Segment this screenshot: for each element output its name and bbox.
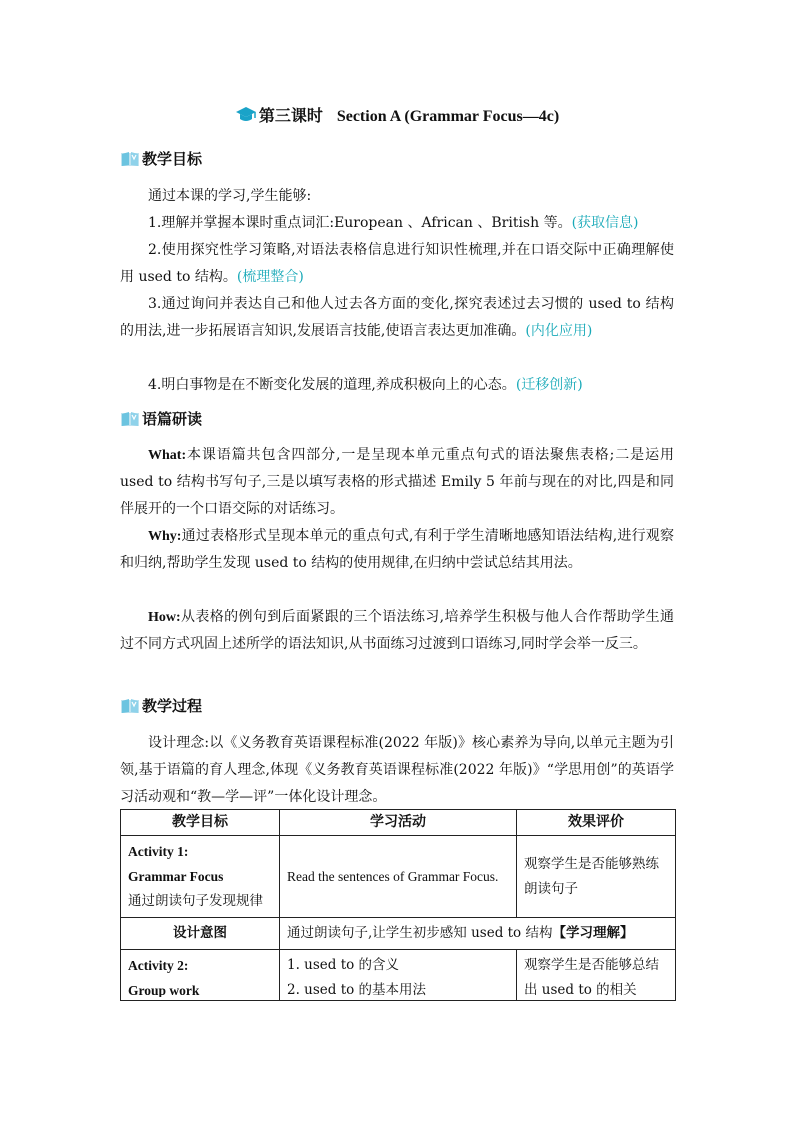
header-goal: 教学目标 — [121, 810, 280, 836]
book-icon — [120, 697, 140, 721]
book-icon — [120, 150, 140, 174]
table-row — [121, 950, 676, 1001]
heading-analysis — [120, 408, 202, 434]
analysis-why: Why:通过表格形式呈现本单元的重点句式,有利于学生清晰地感知语法结构,进行观察和归纳,帮助学生发现 used to 结构的使用规律,在归纳中尝试总结其用法。 — [120, 528, 674, 571]
header-evaluation: 效果评价 — [517, 810, 676, 836]
analysis-how: How:从表格的例句到后面紧跟的三个语法练习,培养学生积极与他人合作帮助学生通过不同方式巩固上述所学的语法知识,从书面练习过渡到口语练习,同时学会举一反三。 — [120, 609, 674, 652]
heading-process — [120, 695, 202, 721]
row1-learning: Read the sentences of Grammar Focus. — [280, 836, 517, 918]
book-icon — [120, 410, 140, 434]
lesson-title — [120, 104, 674, 131]
row2-evaluation: 观察学生是否能够总结出 used to 的相关 — [517, 950, 676, 1001]
analysis-what: What:本课语篇共包含四部分,一是呈现本单元重点句式的语法聚焦表格;二是运用 used to 结构书写句子,三是以填写表格的形式描述 Emily 5 年前与现在的对比,四是和同伴展开的一个口语交际的对话练习。 — [120, 447, 674, 517]
heading-analysis-text: 语篇研读 — [142, 410, 203, 428]
row1-evaluation: 观察学生是否能够熟练朗读句子 — [517, 836, 676, 918]
intent1-label: 设计意图 — [121, 918, 280, 950]
row2-learning: 1. used to 的含义 2. used to 的基本用法 — [280, 950, 517, 1001]
intent1-text: 通过朗读句子,让学生初步感知 used to 结构【学习理解】 — [280, 918, 676, 950]
goal-item-1: 1.理解并掌握本课时重点词汇:European 、African 、British 等。(获取信息) — [148, 215, 639, 231]
header-activity: 学习活动 — [280, 810, 517, 836]
goal-item-4: 4.明白事物是在不断变化发展的道理,养成积极向上的心态。(迁移创新) — [148, 377, 583, 393]
heading-goals-text: 教学目标 — [142, 150, 203, 168]
lesson-number: 第三课时 — [258, 106, 323, 125]
goal-item-3: 3.通过询问并表达自己和他人过去各方面的变化,探究表述过去习惯的 used to 结构的用法,进一步拓展语言知识,发展语言技能,使语言表达更加准确。(内化应用) — [120, 296, 674, 339]
section-title: Section A (Grammar Focus—4c) — [336, 108, 560, 125]
row1-goal: Activity 1: Grammar Focus 通过朗读句子发现规律 — [121, 836, 280, 918]
goals-intro: 通过本课的学习,学生能够: — [148, 188, 312, 204]
process-intro: 设计理念:以《义务教育英语课程标准(2022 年版)》核心素养为导向,以单元主题为引领,基于语篇的育人理念,体现《义务教育英语课程标准(2022 年版)》“学思用创”的英语学习活动观和“教—学—评”一体化设计理念。 — [120, 735, 674, 805]
table-row-intent — [121, 918, 676, 950]
row2-goal: Activity 2: Group work — [121, 950, 280, 1001]
lesson-plan-table — [120, 809, 676, 1001]
heading-process-text: 教学过程 — [142, 697, 203, 715]
goal-item-2: 2.使用探究性学习策略,对语法表格信息进行知识性梳理,并在口语交际中正确理解使用 used to 结构。(梳理整合) — [120, 242, 674, 285]
table-row — [121, 836, 676, 918]
table-header-row — [121, 810, 676, 836]
heading-goals — [120, 148, 202, 174]
graduation-cap-icon — [235, 106, 257, 131]
